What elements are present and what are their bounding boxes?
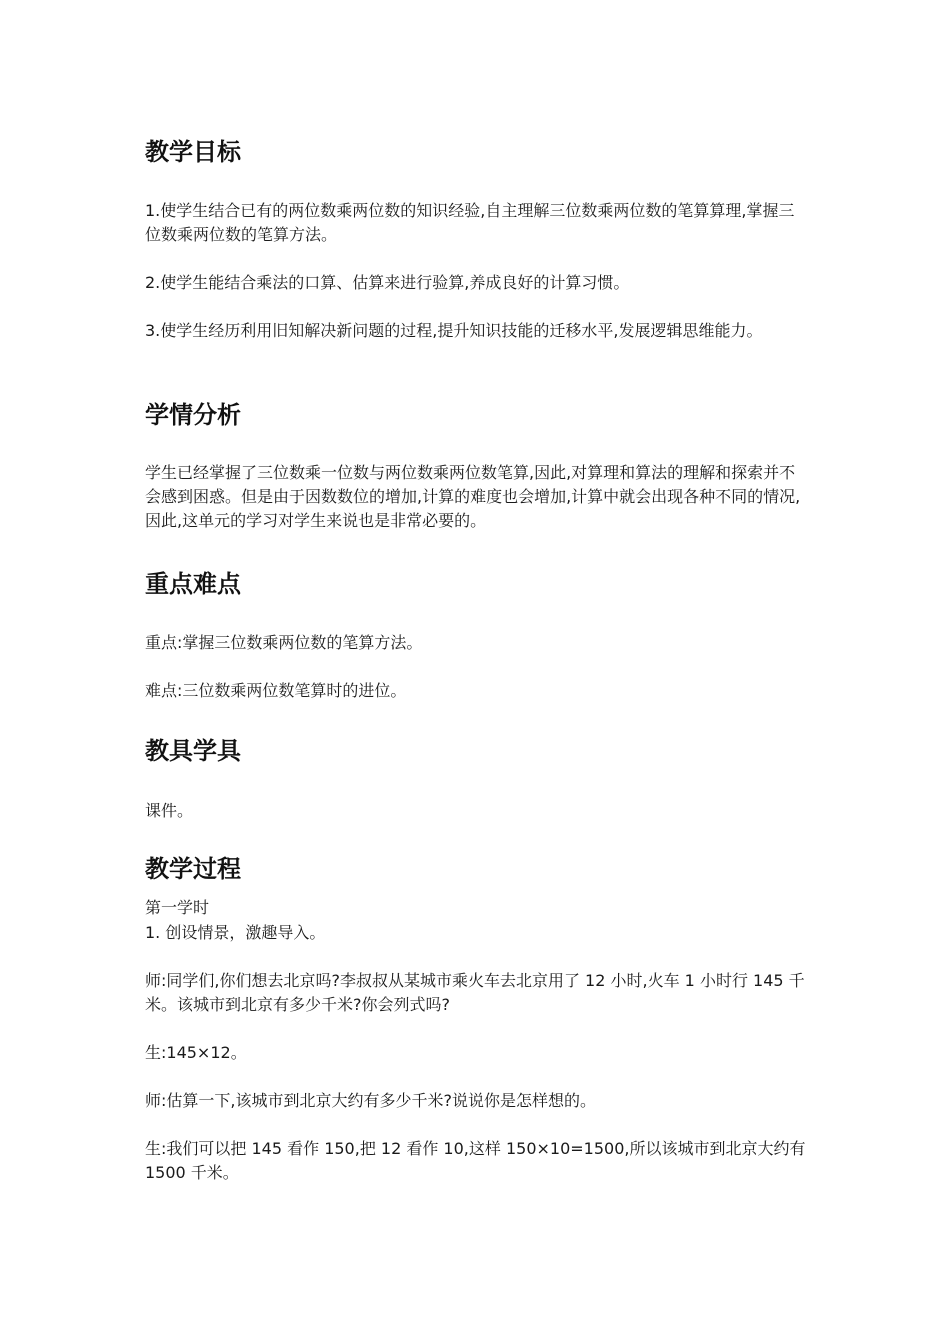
dialogue-line-1: 师:同学们,你们想去北京吗?李叔叔从某城市乘火车去北京用了 12 小时,火车 1 小时行 145 千米。该城市到北京有多少千米?你会列式吗? [145, 971, 805, 1014]
analysis-text: 学生已经掌握了三位数乘一位数与两位数乘两位数笔算,因此,对算理和算法的理解和探索并不会感到困惑。但是由于因数数位的增加,计算的难度也会增加,计算中就会出现各种不同的情况,因此,这单元的学习对学生来说也是非常必要的。 [145, 463, 801, 530]
objective-item-1: 1.使学生结合已有的两位数乘两位数的知识经验,自主理解三位数乘两位数的笔算算理,掌握三位数乘两位数的笔算方法。 [145, 201, 795, 244]
heading-keypoints: 重点难点 [145, 570, 241, 598]
heading-process: 教学过程 [145, 855, 241, 883]
dialogue-line-3: 师:估算一下,该城市到北京大约有多少千米?说说你是怎样想的。 [145, 1091, 596, 1110]
tools-text: 课件。 [145, 801, 194, 820]
difficulty-text: 难点:三位数乘两位数笔算时的进位。 [145, 681, 407, 700]
step-1-label: 1. 创设情景，激趣导入。 [145, 923, 326, 942]
period-label: 第一学时 [145, 898, 210, 917]
keypoint-text: 重点:掌握三位数乘两位数的笔算方法。 [145, 633, 423, 652]
objective-item-3: 3.使学生经历利用旧知解决新问题的过程,提升知识技能的迁移水平,发展逻辑思维能力。 [145, 321, 763, 340]
heading-tools: 教具学具 [145, 737, 241, 765]
dialogue-line-2: 生:145×12。 [145, 1043, 247, 1062]
heading-objectives: 教学目标 [145, 138, 241, 166]
dialogue-line-4: 生:我们可以把 145 看作 150,把 12 看作 10,这样 150×10=1500,所以该城市到北京大约有 1500 千米。 [145, 1139, 806, 1182]
heading-analysis: 学情分析 [145, 401, 241, 429]
objective-item-2: 2.使学生能结合乘法的口算、估算来进行验算,养成良好的计算习惯。 [145, 273, 630, 292]
